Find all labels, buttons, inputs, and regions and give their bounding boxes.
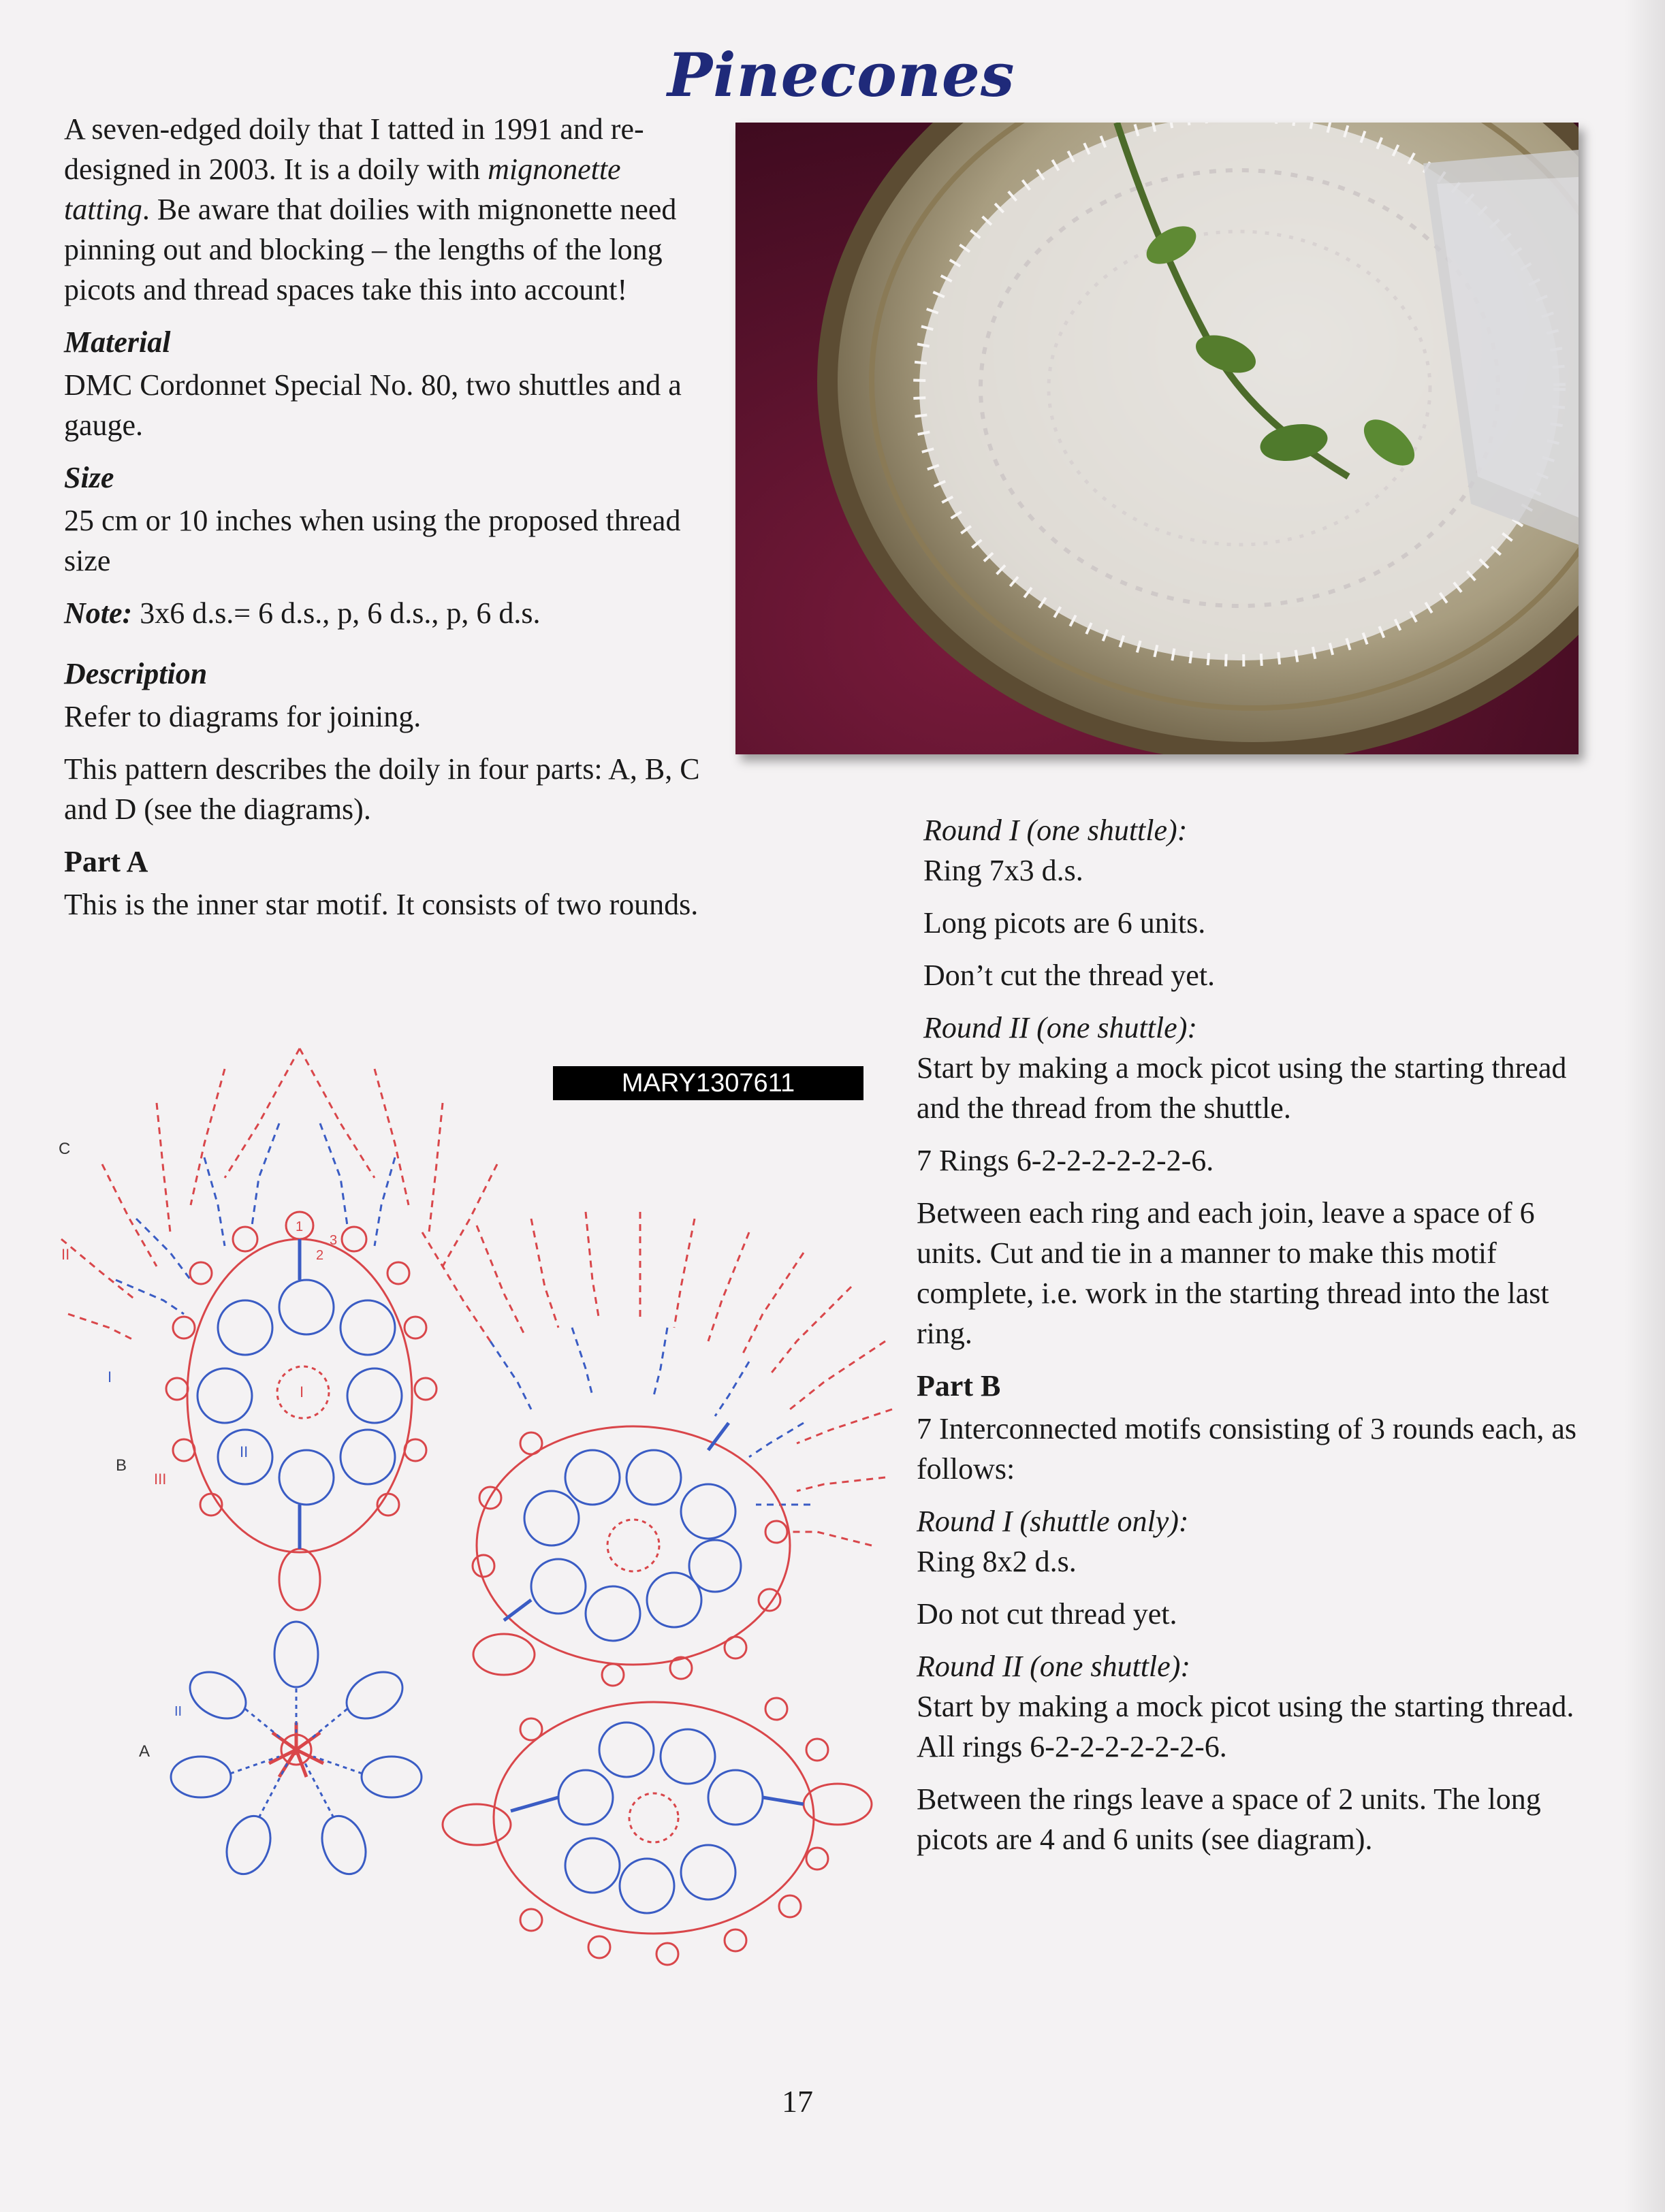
part-b-round2-line2: All rings 6-2-2-2-2-2-2-6.	[917, 1730, 1227, 1763]
part-b-round2-heading: Round II (one shuttle):	[917, 1650, 1190, 1683]
part-b-round2-line1: Start by making a mock picot using the starting thread.	[917, 1690, 1574, 1723]
part-b-bottom-picots	[443, 1698, 872, 1965]
part-b-right-center	[607, 1520, 659, 1571]
left-column	[64, 109, 704, 937]
part-a-round2-line2: 7 Rings 6-2-2-2-2-2-2-6.	[917, 1144, 1214, 1177]
description-heading: Description	[64, 657, 208, 690]
watermark-label: MARY1307611	[553, 1066, 863, 1100]
part-b-round2-line3: Between the rings leave a space of 2 units. The long picots are 4 and 6 units (see diagram).	[917, 1782, 1541, 1856]
tatting-diagram	[54, 1042, 906, 2015]
part-a-round1-line2: Long picots are 6 units.	[923, 906, 1206, 940]
label-round-ii-c: II	[61, 1246, 70, 1263]
page-title: Pinecones	[667, 39, 1015, 110]
part-c-left-blue	[116, 1123, 395, 1314]
doily-photo	[735, 123, 1579, 754]
label-round-ii-b: II	[240, 1443, 249, 1460]
label-part-a: A	[139, 1742, 150, 1761]
part-a-text: This is the inner star motif. It consists of two rounds.	[64, 888, 699, 921]
material-heading: Material	[64, 325, 171, 359]
part-c-left-fan	[61, 1048, 497, 1341]
intro-paragraph: A seven-edged doily that I tatted in 1991 and re-designed in 2003. It is a doily with mignonette tatting. Be aware that doilies with mignonette need pinning out and blocking – the lengths of the long picots and thread spaces take this into account!	[64, 112, 677, 306]
description-line2: This pattern describes the doily in four parts: A, B, C and D (see the diagrams).	[64, 752, 700, 826]
part-b-right-rings	[524, 1450, 741, 1641]
page-number: 17	[782, 2084, 813, 2119]
part-a-round1-heading: Round I (one shuttle):	[923, 814, 1188, 847]
right-column	[917, 810, 1584, 1872]
part-b-bottom-rings	[558, 1722, 763, 1913]
size-text: 25 cm or 10 inches when using the proposed thread size	[64, 504, 681, 577]
part-b-bottom-center	[629, 1793, 678, 1842]
label-num-1: 1	[296, 1219, 304, 1234]
note-line: Note: 3x6 d.s.= 6 d.s., p, 6 d.s., p, 6 d.s.	[64, 596, 541, 630]
label-num-3: 3	[330, 1233, 338, 1248]
part-b-round1-heading: Round I (shuttle only):	[917, 1505, 1189, 1538]
label-round-i-a: I	[294, 1744, 298, 1759]
label-round-iii-b: III	[154, 1471, 167, 1488]
label-round-i-c: I	[108, 1368, 112, 1385]
part-a-round1-line3: Don’t cut the thread yet.	[923, 959, 1216, 992]
part-a-round1-line1: Ring 7x3 d.s.	[923, 854, 1083, 887]
part-b-right-oval	[477, 1426, 790, 1665]
page-edge-shadow	[1624, 0, 1665, 2212]
label-part-b: B	[116, 1456, 127, 1475]
part-b-bottom-oval	[494, 1702, 814, 1934]
part-a-round2-heading: Round II (one shuttle):	[923, 1011, 1197, 1044]
part-b-text: 7 Interconnected motifs consisting of 3 rounds each, as follows:	[917, 1412, 1576, 1486]
part-a-round2-line3: Between each ring and each join, leave a space of 6 units. Cut and tie in a manner to make this motif complete, i.e. work in the starting thread into the last ring.	[917, 1196, 1549, 1350]
description-line1: Refer to diagrams for joining.	[64, 700, 422, 733]
label-part-c: C	[59, 1140, 71, 1158]
size-heading: Size	[64, 461, 114, 494]
doily-photo-illustration	[735, 123, 1579, 754]
label-round-i-b: I	[300, 1383, 304, 1400]
part-b-round1-line1: Ring 8x2 d.s.	[917, 1545, 1077, 1578]
part-b-round1-line2: Do not cut thread yet.	[917, 1597, 1177, 1631]
part-a-heading: Part A	[64, 845, 148, 878]
part-b-heading: Part B	[917, 1369, 1001, 1402]
part-a-round2-line1: Start by making a mock picot using the starting thread and the thread from the shuttle.	[917, 1051, 1567, 1125]
material-text: DMC Cordonnet Special No. 80, two shuttles and a gauge.	[64, 368, 682, 442]
label-round-ii-a: II	[174, 1704, 183, 1719]
label-num-2: 2	[316, 1248, 324, 1263]
